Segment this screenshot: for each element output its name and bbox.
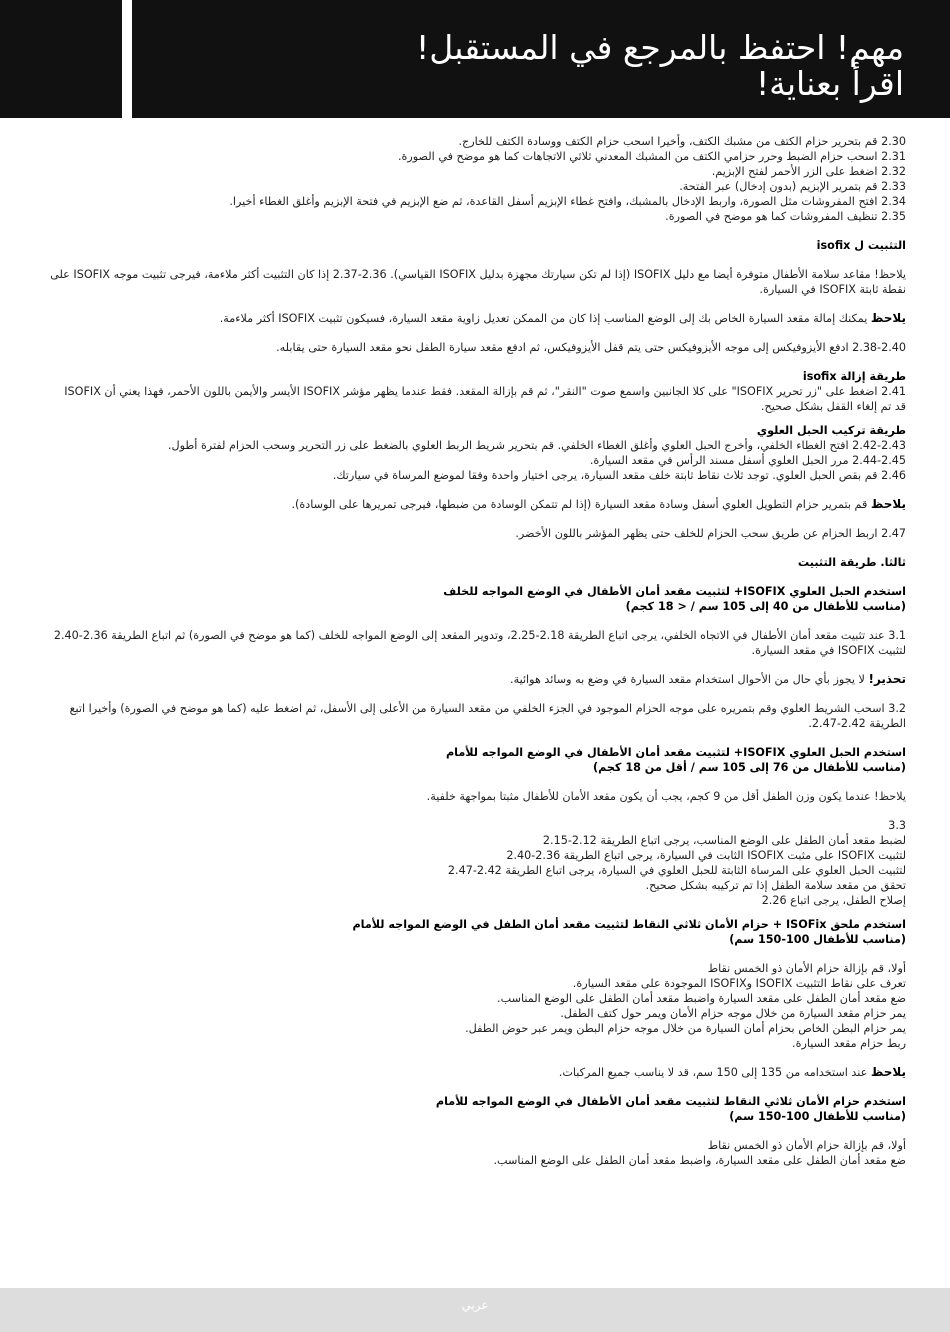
instructions-body [50,134,906,1168]
header-banner [132,0,950,118]
step-2-34: 2.34 افتح المفروشات مثل الصورة، واربط الإدخال بالمشبك، وافتح غطاء الإبزيم أسفل القاعدة، ثم ضع الإبزيم في فتحة الإبزيم وأغلق الغطاء أخيرا. [229,195,906,208]
step-2-42: 2.42-2.43 افتح الغطاء الخلفي، وأخرج الحبل العلوي وأغلق الغطاء الخلفي. قم بتحرير شريط الربط العلوي بالضغط على زر التحرير وسحب الحزام لفترة أطول. [167,439,906,452]
note-text: عند استخدامه من 135 إلى 150 سم، قد لا يناسب جميع المركبات. [558,1066,868,1079]
footer-language: عربي [461,1298,489,1312]
heading-forward-facing: استخدم الحبل العلوي ISOFIX+ لتثبيت مقعد أمان الأطفال في الوضع المواجه للأمام [445,746,906,759]
section-heading-top-tether: طريقة تركيب الحبل العلوي [756,424,906,437]
connector-step: ضع مقعد أمان الطفل على مقعد السيارة واضبط مقعد أمان الطفل على الوضع المناسب. [497,992,906,1005]
connector-step: أولا، قم بإزالة حزام الأمان ذو الخمس نقاط [707,962,906,975]
step-2-38: 2.38-2.40 ادفع الأيزوفيكس إلى موجه الأيزوفيكس حتى يتم قفل الأيزوفيكس، ثم ادفع مقعد سيارة الطفل نحو مقعد السيارة حتى يقابله. [276,341,906,354]
connector-step: يمر حزام مقعد السيارة من خلال موجه حزام الأمان ويمر حول كتف الطفل. [560,1007,906,1020]
section-heading-isofix: التثبيت ل isofix [816,239,906,252]
note-label: يلاحظ [870,311,906,325]
heading-isofix-connector: استخدم ملحق ISOFix + حزام الأمان ثلاثي النقاط لتثبيت مقعد أمان الطفل في الوضع المواجه للأمام [352,918,906,931]
three-point-step: أولا، قم بإزالة حزام الأمان ذو الخمس نقاط [707,1139,906,1152]
step-2-41: 2.41 اضغط على "زر تحرير ISOFIX" على كلا الجانبين واسمع صوت "النقر"، ثم قم بإزالة المقعد. فقط عندما يظهر مؤشر ISOFIX الأيسر والأيمن باللون الأحمر، فهذا يعني أن ISOFIX قد تم إلغاء القفل بشكل صحيح. [64,385,906,413]
three-point-step: ضع مقعد أمان الطفل على مقعد السيارة، واضبط مقعد أمان الطفل على الوضع المناسب. [493,1154,906,1167]
step-2-44: 2.44-2.45 مرر الحبل العلوي أسفل مسند الرأس في مقعد السيارة. [589,454,906,467]
note-1 [50,311,906,326]
note-3 [50,1065,906,1080]
step-3-3-number: 3.3 [888,819,906,832]
step-2-30: 2.30 قم بتحرير حزام الكتف من مشبك الكتف، وأخيرا اسحب حزام الكتف ووسادة الكتف للخارج. [458,135,906,148]
step-2-47: 2.47 اربط الحزام عن طريق سحب الحزام للخلف حتى يظهر المؤشر باللون الأخضر. [515,527,906,540]
connector-step: يمر حزام البطن الخاص بحزام أمان السيارة من خلال موجه حزام البطن ويمر عبر حوض الطفل. [465,1022,906,1035]
connector-step: ربط حزام مقعد السيارة. [792,1037,906,1050]
footer-bar [0,1288,950,1332]
section-heading-remove-isofix: طريقة إزالة isofix [802,370,906,383]
isofix-paragraph: يلاحظ! مقاعد سلامة الأطفال متوفرة أيضا مع دليل ISOFIX (إذا لم تكن سيارتك مجهزة بدليل ISOFIX القياسي). 2.36-2.37 إذا كان التثبيت أكثر ملاءمة، فيرجى تثبيت موجه ISOFIX على نقطة ثابتة ISOFIX في السيارة. [50,268,906,296]
page-title [164,30,904,102]
heading-forward-facing-range: (مناسب للأطفال من 76 إلى 105 سم / أقل من 18 كجم) [592,761,906,774]
step-2-32: 2.32 اضغط على الزر الأحمر لفتح الإبزيم. [711,165,906,178]
step-3-3-line: لتثبيت ISOFIX على مثبت ISOFIX الثابت في السيارة، يرجى اتباع الطريقة 2.36-2.40 [506,849,906,862]
step-3-3-line: إصلاح الطفل، يرجى اتباع 2.26 [761,894,906,907]
step-3-3-line: لتثبيت الحبل العلوي على المرساة الثابتة للحبل العلوي في السيارة، يرجى اتباع الطريقة 2.42-2.47 [447,864,906,877]
heading-isofix-connector-range: (مناسب للأطفال 100-150 سم) [729,933,906,946]
warning [50,672,906,687]
title-line-2: اقرأ بعناية! [755,64,904,103]
note-2 [50,497,906,512]
heading-three-point-belt: استخدم حزام الأمان ثلاثي النقاط لتثبيت مقعد أمان الأطفال في الوضع المواجه للأمام [435,1095,906,1108]
section-heading-installation: ثالثا. طريقة التثبيت [797,556,906,569]
note-text: يمكنك إمالة مقعد السيارة الخاص بك إلى الوضع المناسب إذا كان من الممكن تعديل زاوية مقعد السيارة، فسيكون تثبيت ISOFIX أكثر ملاءمة. [219,312,868,325]
forward-facing-note: يلاحظ! عندما يكون وزن الطفل أقل من 9 كجم، يجب أن يكون مقعد الأمان للأطفال مثبتا بمواجهة خلفية. [426,790,906,803]
step-2-35: 2.35 تنظيف المفروشات كما هو موضح في الصورة. [665,210,906,223]
heading-three-point-belt-range: (مناسب للأطفال 100-150 سم) [729,1110,906,1123]
note-label: يلاحظ [870,497,906,511]
note-label: يلاحظ [870,1065,906,1079]
step-3-3-line: تحقق من مقعد سلامة الطفل إذا تم تركيبه بشكل صحيح. [645,879,906,892]
header-left-block [0,0,122,118]
warning-label: تحذير! [868,672,906,686]
step-3-2: 3.2 اسحب الشريط العلوي وقم بتمريره على موجه الحزام الموجود في الجزء الخلفي من مقعد السيارة من الأعلى إلى الأسفل، ثم اضغط عليه (كما هو موضح في الصورة) وأخيرا اتبع الطريقة 2.42-2.47. [69,702,906,730]
step-3-1: 3.1 عند تثبيت مقعد أمان الأطفال في الاتجاه الخلفي، يرجى اتباع الطريقة 2.18-2.25، وتدوير المقعد إلى الوضع المواجه للخلف (كما هو موضح في الصورة) ثم اتباع الطريقة 2.36-2.40 لتثبيت ISOFIX في مقعد السيارة. [53,629,906,657]
step-2-31: 2.31 اسحب حزام الضبط وحرر حزامي الكتف من المشبك المعدني ثلاثي الاتجاهات كما هو موضح في الصورة. [397,150,906,163]
step-3-3-line: لضبط مقعد أمان الطفل على الوضع المناسب، يرجى اتباع الطريقة 2.12-2.15 [542,834,906,847]
title-line-1: مهم! احتفظ بالمرجع في المستقبل! [416,28,904,67]
heading-rear-facing: استخدم الحبل العلوي ISOFIX+ لتثبيت مقعد أمان الأطفال في الوضع المواجه للخلف [443,585,906,598]
heading-rear-facing-range: (مناسب للأطفال من 40 إلى 105 سم / < 18 كجم) [625,600,906,613]
connector-step: تعرف على نقاط التثبيت ISOFIX وISOFIX الموجودة على مقعد السيارة. [572,977,906,990]
step-2-33: 2.33 قم بتمرير الإبزيم (بدون إدخال) عبر الفتحة. [679,180,906,193]
note-text: قم بتمرير حزام التطويل العلوي أسفل وسادة مقعد السيارة (إذا لم تتمكن الوسادة من ضبطها، فيرجى تمريرها على الوسادة). [291,498,868,511]
step-2-46: 2.46 قم بقص الحبل العلوي. توجد ثلاث نقاط ثابتة خلف مقعد السيارة، يرجى اختيار واحدة وفقا لموضع المرساة في سيارتك. [332,469,906,482]
warning-text: لا يجوز بأي حال من الأحوال استخدام مقعد السيارة في وضع به وسائد هوائية. [510,673,865,686]
